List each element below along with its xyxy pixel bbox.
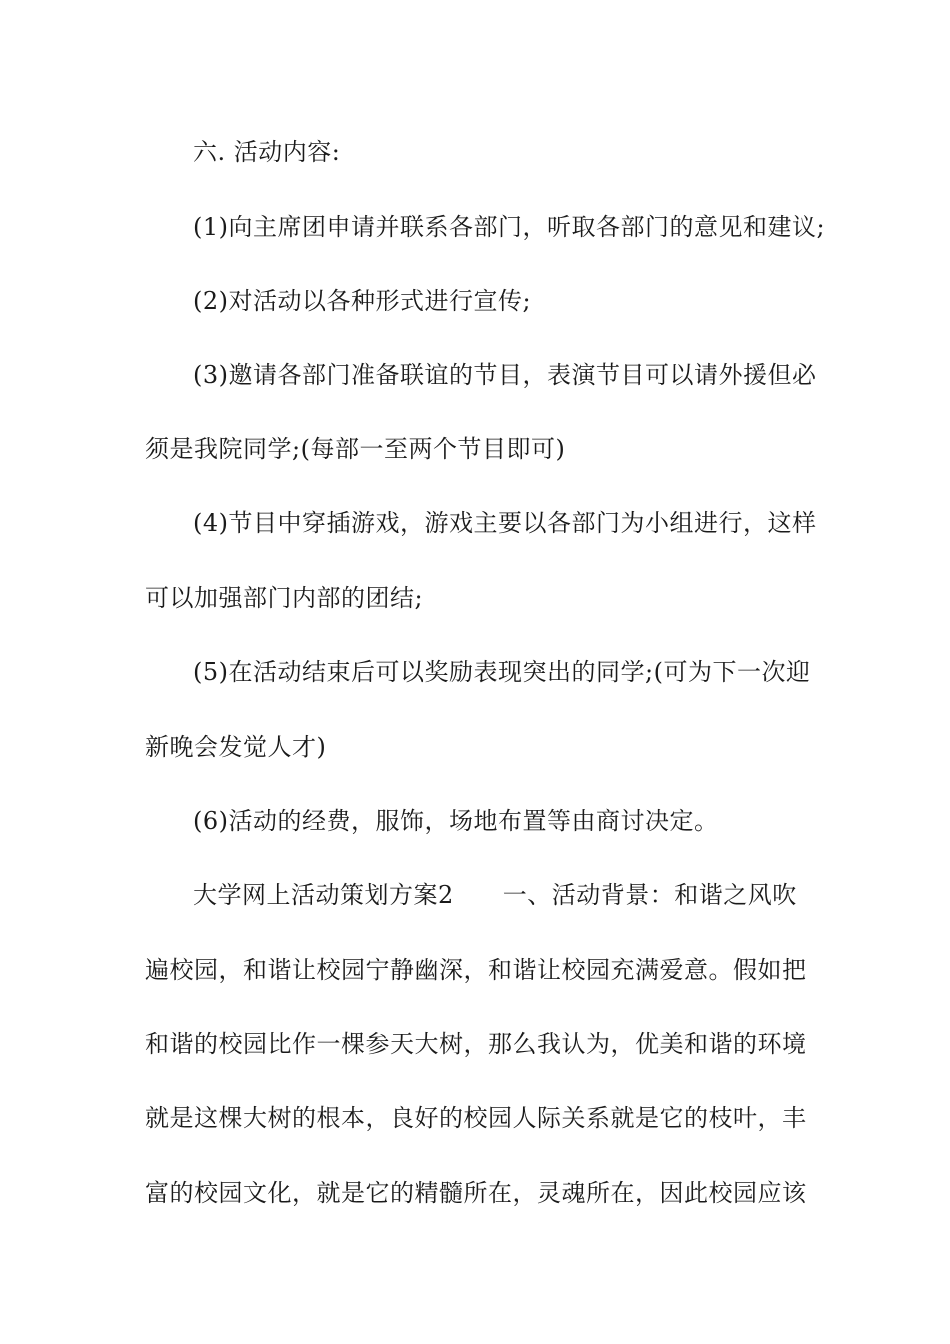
paragraph-line: (4)节目中穿插游戏，游戏主要以各部门为小组进行，这样 [193,509,817,537]
paragraph-line: (5)在活动结束后可以奖励表现突出的同学;(可为下一次迎 [193,658,811,686]
paragraph-line: 就是这棵大树的根本，良好的校园人际关系就是它的枝叶，丰 [145,1104,807,1132]
paragraph-line: (6)活动的经费，服饰，场地布置等由商讨决定。 [193,807,719,835]
paragraph-line: 遍校园，和谐让校园宁静幽深，和谐让校园充满爱意。假如把 [145,956,807,984]
paragraph-line: 大学网上活动策划方案2 一、活动背景：和谐之风吹 [193,881,797,909]
paragraph-line: 可以加强部门内部的团结; [145,584,424,612]
paragraph-line: 富的校园文化，就是它的精髓所在，灵魂所在，因此校园应该 [145,1179,807,1207]
paragraph-line: (3)邀请各部门准备联谊的节目，表演节目可以请外援但必 [193,361,817,389]
paragraph-line: 和谐的校园比作一棵参天大树，那么我认为，优美和谐的环境 [145,1030,807,1058]
paragraph-line: (1)向主席团申请并联系各部门，听取各部门的意见和建议; [193,213,826,241]
paragraph-line: 须是我院同学;(每部一至两个节目即可) [145,435,566,463]
section-heading: 六. 活动内容: [193,138,341,166]
paragraph-line: 新晚会发觉人才) [145,733,327,761]
paragraph-line: (2)对活动以各种形式进行宣传; [193,287,532,315]
